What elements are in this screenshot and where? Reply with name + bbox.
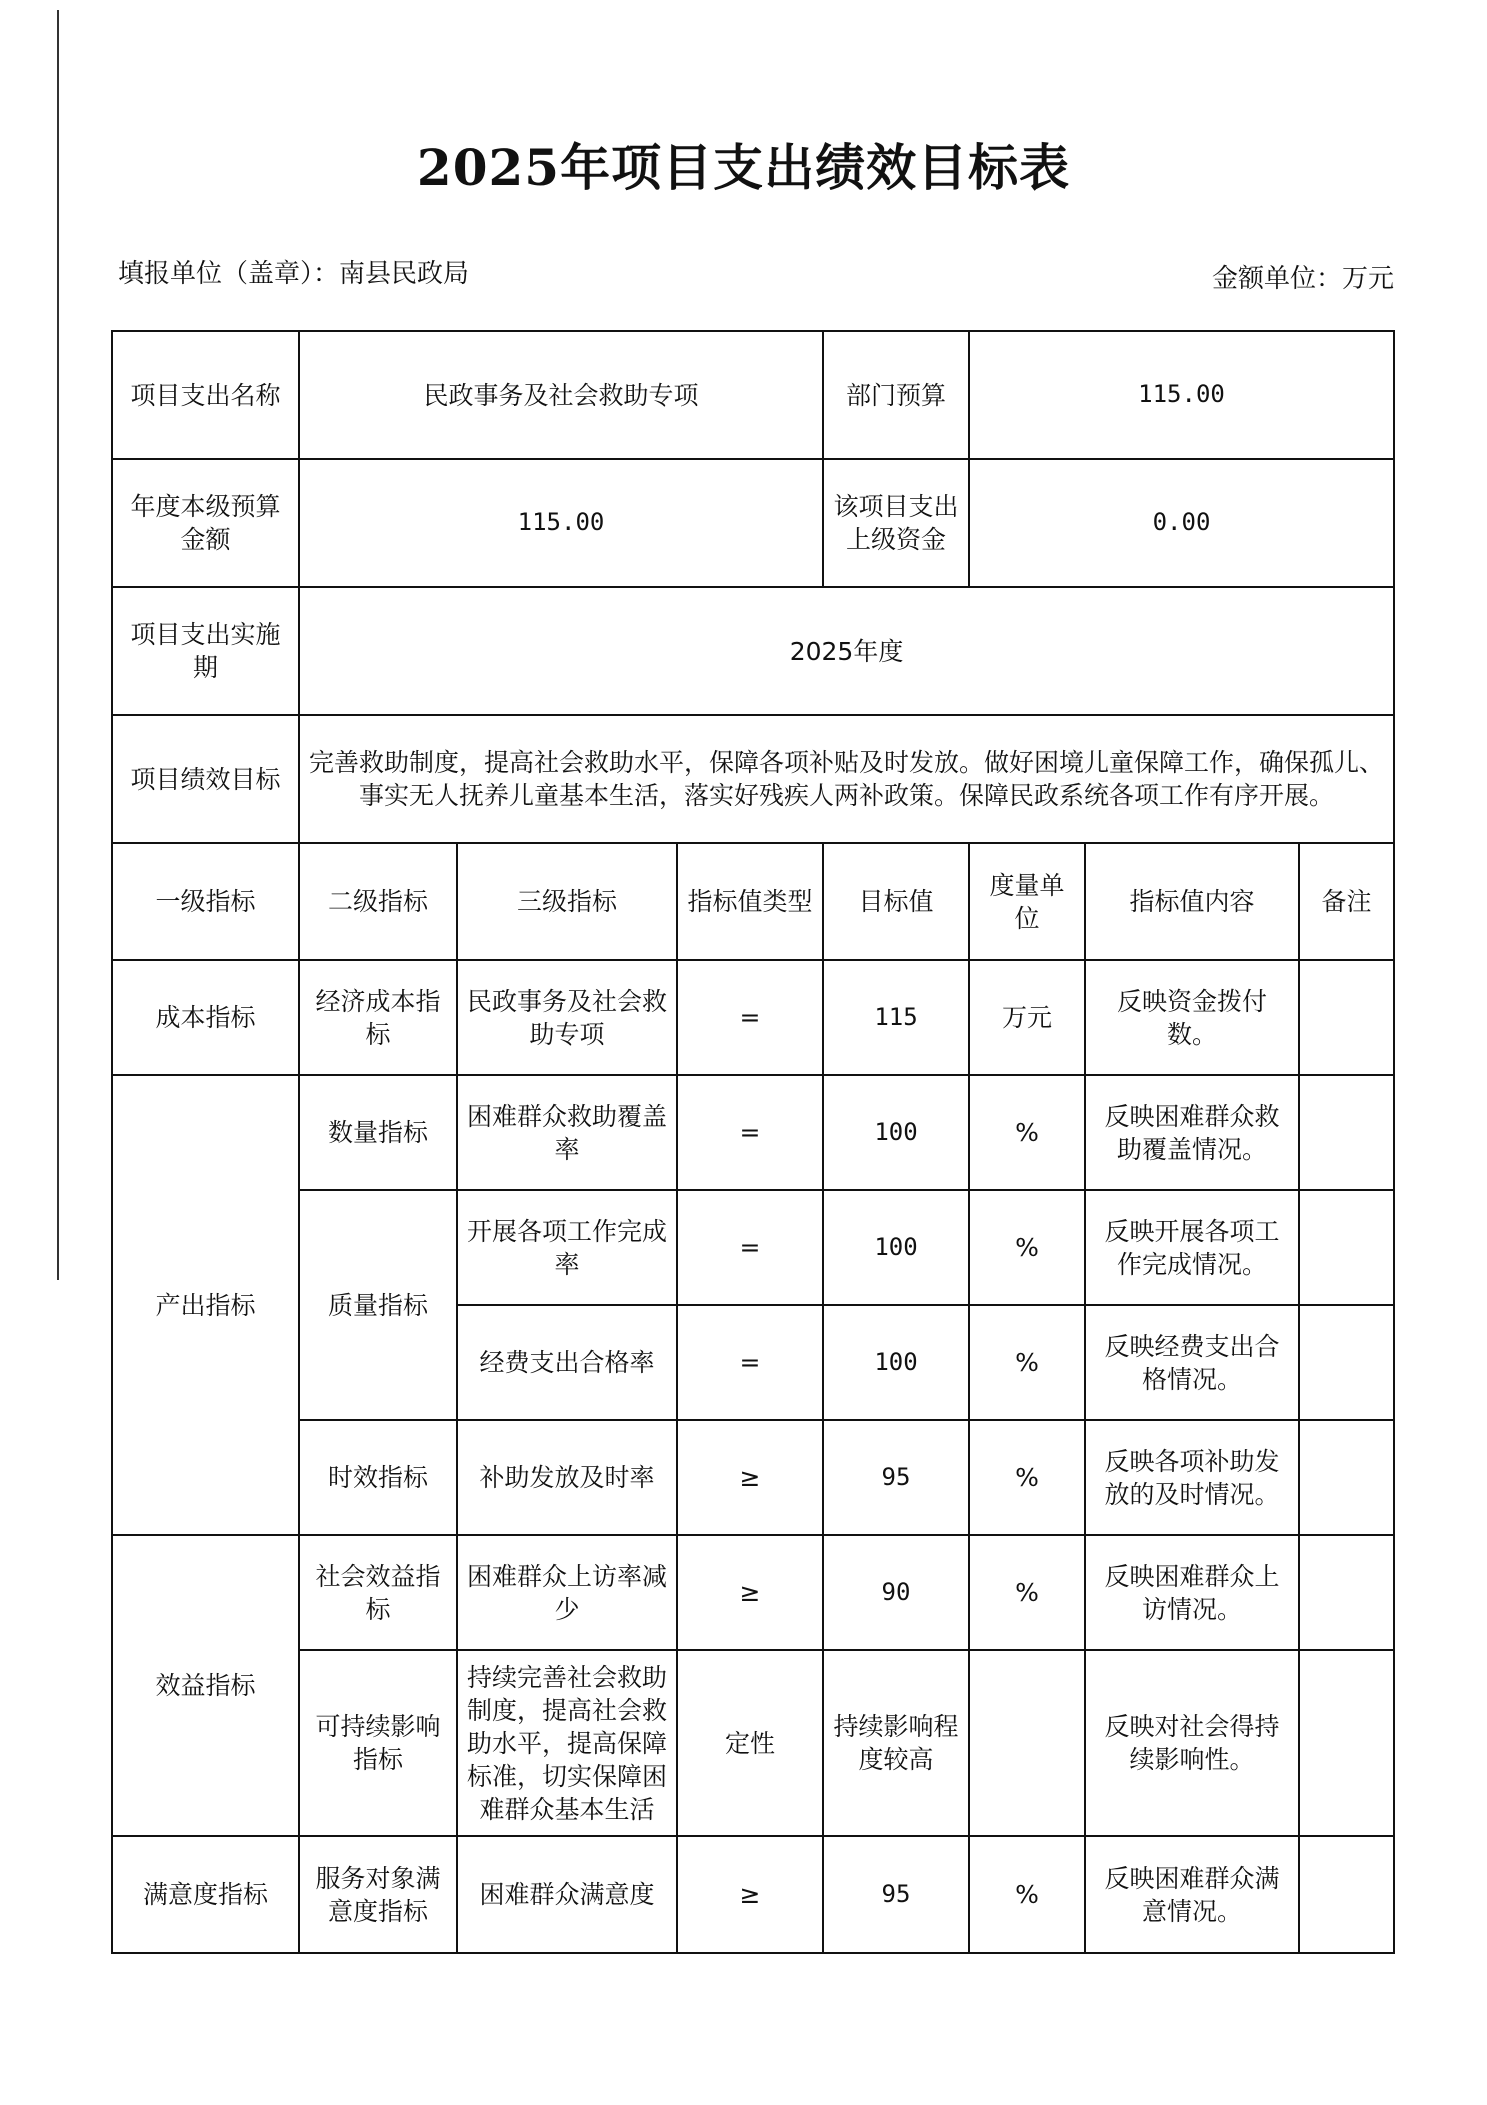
group-satisfaction: 满意度指标 [112,1836,299,1953]
content-cell: 反映开展各项工作完成情况。 [1085,1190,1299,1305]
header-level1: 一级指标 [112,843,299,960]
level3-cell: 民政事务及社会救助专项 [457,960,677,1075]
type-cell: = [677,1305,823,1420]
level2-cell: 时效指标 [299,1420,457,1535]
table-row [112,1836,1394,1953]
remark-cell [1299,1535,1394,1650]
level3-cell: 持续完善社会救助制度，提高社会救助水平，提高保障标准，切实保障困难群众基本生活 [457,1650,677,1836]
annual-budget-label: 年度本级预算金额 [112,459,299,587]
header-target: 目标值 [823,843,969,960]
level2-cell: 社会效益指标 [299,1535,457,1650]
target-cell: 90 [823,1535,969,1650]
superior-funds-label: 该项目支出上级资金 [823,459,969,587]
header-level2: 二级指标 [299,843,457,960]
level3-cell: 困难群众救助覆盖率 [457,1075,677,1190]
period-row [112,587,1394,715]
level2-cell: 数量指标 [299,1075,457,1190]
level2-cell: 服务对象满意度指标 [299,1836,457,1953]
project-name-row [112,331,1394,459]
remark-cell [1299,1305,1394,1420]
dept-budget-label: 部门预算 [823,331,969,459]
type-cell: 定性 [677,1650,823,1836]
table-row [112,1650,1394,1836]
dept-budget-value: 115.00 [969,331,1394,459]
project-name-value: 民政事务及社会救助专项 [299,331,823,459]
table-row [112,1075,1394,1190]
unit-cell: % [969,1836,1085,1953]
type-cell: = [677,960,823,1075]
header-level3: 三级指标 [457,843,677,960]
level3-cell: 困难群众上访率减少 [457,1535,677,1650]
target-cell: 100 [823,1075,969,1190]
header-remark: 备注 [1299,843,1394,960]
header-unit: 度量单位 [969,843,1085,960]
remark-cell [1299,1075,1394,1190]
target-cell: 95 [823,1420,969,1535]
type-cell: = [677,1075,823,1190]
target-cell: 100 [823,1190,969,1305]
type-cell: ≥ [677,1535,823,1650]
content-cell: 反映资金拨付数。 [1085,960,1299,1075]
type-cell: ≥ [677,1420,823,1535]
table-row [112,960,1394,1075]
unit-cell: 万元 [969,960,1085,1075]
table-row [112,1190,1394,1305]
unit-cell: % [969,1075,1085,1190]
page-title: 2025年项目支出绩效目标表 [416,138,1071,197]
level2-cell: 质量指标 [299,1190,457,1420]
superior-funds-value: 0.00 [969,459,1394,587]
level3-cell: 补助发放及时率 [457,1420,677,1535]
level3-cell: 经费支出合格率 [457,1305,677,1420]
content-cell: 反映困难群众上访情况。 [1085,1535,1299,1650]
remark-cell [1299,1420,1394,1535]
project-name-label: 项目支出名称 [112,331,299,459]
unit-cell: % [969,1305,1085,1420]
reporting-unit: 填报单位（盖章）：南县民政局 [118,259,470,289]
header-row [112,843,1394,960]
content-cell: 反映各项补助发放的及时情况。 [1085,1420,1299,1535]
group-benefit: 效益指标 [112,1535,299,1836]
type-cell: ≥ [677,1836,823,1953]
content-cell: 反映对社会得持续影响性。 [1085,1650,1299,1836]
annual-budget-value: 115.00 [299,459,823,587]
type-cell: = [677,1190,823,1305]
content-cell: 反映困难群众救助覆盖情况。 [1085,1075,1299,1190]
performance-target-table [111,330,1395,1954]
target-cell: 115 [823,960,969,1075]
target-cell: 100 [823,1305,969,1420]
remark-cell [1299,1836,1394,1953]
remark-cell [1299,1190,1394,1305]
period-value: 2025年度 [299,587,1394,715]
table-row [112,1535,1394,1650]
goal-row [112,715,1394,843]
goal-label: 项目绩效目标 [112,715,299,843]
level2-cell: 可持续影响指标 [299,1650,457,1836]
target-cell: 持续影响程度较高 [823,1650,969,1836]
table-row [112,1420,1394,1535]
unit-cell: % [969,1535,1085,1650]
target-cell: 95 [823,1836,969,1953]
content-cell: 反映困难群众满意情况。 [1085,1836,1299,1953]
group-cost: 成本指标 [112,960,299,1075]
group-output: 产出指标 [112,1075,299,1535]
amount-unit: 金额单位：万元 [1211,264,1394,294]
level3-cell: 开展各项工作完成率 [457,1190,677,1305]
header-content: 指标值内容 [1085,843,1299,960]
unit-cell [969,1650,1085,1836]
unit-cell: % [969,1190,1085,1305]
goal-value: 完善救助制度，提高社会救助水平，保障各项补贴及时发放。做好困境儿童保障工作，确保孤儿、事实无人抚养儿童基本生活，落实好残疾人两补政策。保障民政系统各项工作有序开展。 [299,715,1394,843]
budget-row [112,459,1394,587]
level2-cell: 经济成本指标 [299,960,457,1075]
level3-cell: 困难群众满意度 [457,1836,677,1953]
remark-cell [1299,960,1394,1075]
period-label: 项目支出实施期 [112,587,299,715]
binding-margin-line [57,10,59,1280]
remark-cell [1299,1650,1394,1836]
unit-cell: % [969,1420,1085,1535]
content-cell: 反映经费支出合格情况。 [1085,1305,1299,1420]
header-type: 指标值类型 [677,843,823,960]
